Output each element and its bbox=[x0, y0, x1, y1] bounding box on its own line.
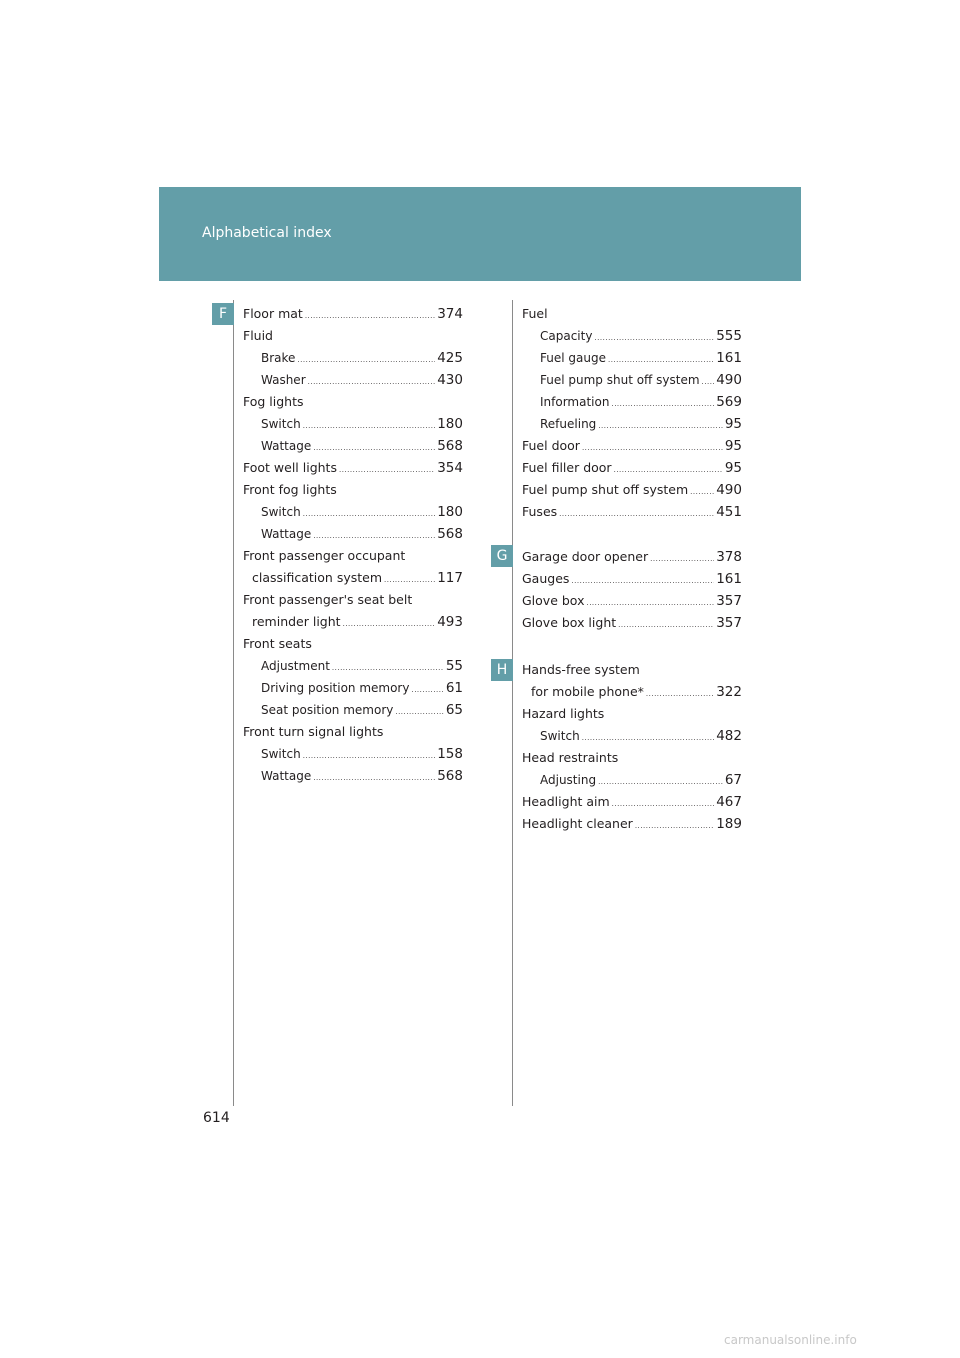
index-entry[interactable]: Headlight cleaner ..... 189 bbox=[522, 813, 742, 835]
index-entry[interactable]: Glove box light ..... 357 bbox=[522, 612, 742, 634]
index-heading: Front fog lights bbox=[243, 482, 337, 497]
index-subentry[interactable]: Seat position memory ..... 65 bbox=[261, 699, 463, 721]
index-heading: Hazard lights bbox=[522, 706, 605, 721]
index-heading: Head restraints bbox=[522, 750, 619, 765]
index-subentry[interactable]: Washer ..... 430 bbox=[261, 369, 463, 391]
index-subentry[interactable]: Switch ..... 180 bbox=[261, 413, 463, 435]
index-heading: Fog lights bbox=[243, 394, 304, 409]
index-entry[interactable]: reminder light ..... 493 bbox=[252, 611, 463, 633]
index-entry[interactable]: Headlight aim ..... 467 bbox=[522, 791, 742, 813]
section-tab-h: H bbox=[491, 659, 513, 681]
index-subentry[interactable]: Switch ..... 482 bbox=[540, 725, 742, 747]
header-bar bbox=[159, 187, 801, 281]
section-tab-g: G bbox=[491, 545, 513, 567]
section-tab-f: F bbox=[212, 303, 234, 325]
index-subentry[interactable]: Information ..... 569 bbox=[540, 391, 742, 413]
index-heading: Hands-free system bbox=[522, 662, 640, 677]
page-title: Alphabetical index bbox=[202, 225, 332, 241]
index-heading: Front turn signal lights bbox=[243, 724, 384, 739]
index-entry[interactable]: Fuel pump shut off system ..... 490 bbox=[522, 479, 742, 501]
index-entry[interactable]: Fuel filler door ..... 95 bbox=[522, 457, 742, 479]
index-entry[interactable]: classification system ..... 117 bbox=[252, 567, 463, 589]
index-heading: Front passenger's seat belt bbox=[243, 592, 413, 607]
index-subentry[interactable]: Adjusting ..... 67 bbox=[540, 769, 742, 791]
right-column-rule bbox=[512, 300, 513, 1106]
page-number: 614 bbox=[203, 1110, 230, 1126]
index-subentry[interactable]: Brake ..... 425 bbox=[261, 347, 463, 369]
index-heading: Front seats bbox=[243, 636, 312, 651]
index-entry[interactable]: Fuses ..... 451 bbox=[522, 501, 742, 523]
index-entry[interactable]: Garage door opener ..... 378 bbox=[522, 546, 742, 568]
index-subentry[interactable]: Driving position memory ..... 61 bbox=[261, 677, 463, 699]
index-entry[interactable]: Fuel door ..... 95 bbox=[522, 435, 742, 457]
index-entry[interactable]: Foot well lights ..... 354 bbox=[243, 457, 463, 479]
index-subentry[interactable]: Adjustment ..... 55 bbox=[261, 655, 463, 677]
index-entry[interactable]: Gauges ..... 161 bbox=[522, 568, 742, 590]
left-column-rule bbox=[233, 300, 234, 1106]
index-heading: Front passenger occupant bbox=[243, 548, 406, 563]
index-entry[interactable]: Glove box ..... 357 bbox=[522, 590, 742, 612]
index-subentry[interactable]: Wattage ..... 568 bbox=[261, 435, 463, 457]
index-subentry[interactable]: Fuel pump shut off system ..... 490 bbox=[540, 369, 742, 391]
index-subentry[interactable]: Capacity ..... 555 bbox=[540, 325, 742, 347]
index-subentry[interactable]: Wattage ..... 568 bbox=[261, 765, 463, 787]
index-subentry[interactable]: Fuel gauge ..... 161 bbox=[540, 347, 742, 369]
index-subentry[interactable]: Refueling ..... 95 bbox=[540, 413, 742, 435]
index-subentry[interactable]: Switch ..... 180 bbox=[261, 501, 463, 523]
watermark: carmanualsonline.info bbox=[724, 1333, 857, 1347]
index-subentry[interactable]: Switch ..... 158 bbox=[261, 743, 463, 765]
index-subentry[interactable]: Wattage ..... 568 bbox=[261, 523, 463, 545]
index-entry[interactable]: Floor mat ..... 374 bbox=[243, 303, 463, 325]
index-heading: Fuel bbox=[522, 306, 548, 321]
index-entry[interactable]: for mobile phone* ..... 322 bbox=[531, 681, 742, 703]
index-heading: Fluid bbox=[243, 328, 273, 343]
